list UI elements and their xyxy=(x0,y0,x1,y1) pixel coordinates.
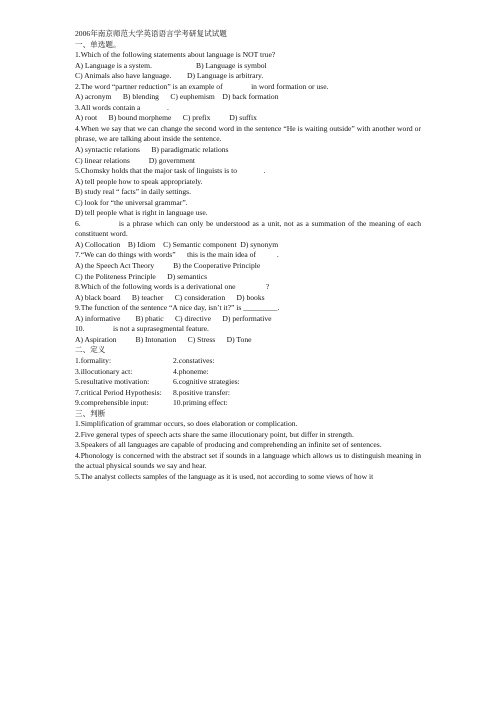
question-8-options: A) black board B) teacher C) consideration D) books xyxy=(75,292,265,302)
question-1-options-row-1 xyxy=(75,61,421,72)
question-3-options: A) root B) bound morpheme C) prefix D) suffix xyxy=(75,113,257,123)
question-9: 9.The function of the sentence “A nice day, isn’t it?” is _________. xyxy=(75,303,280,313)
question-7: 7.“We can do things with words” this is the main idea of . xyxy=(75,250,279,260)
definition-row xyxy=(75,398,421,409)
definition-term: 2.constatives: xyxy=(173,355,215,365)
definition-term: 8.positive transfer: xyxy=(173,387,230,397)
question-7-options-1: A) the Speech Act Theory B) the Cooperative Principle xyxy=(75,261,261,271)
definition-term: 3.illocutionary act: xyxy=(75,366,133,376)
question-8: 8.Which of the following words is a derivational one ? xyxy=(75,282,270,292)
question-5-option-b: B) study real “ facts” in daily settings. xyxy=(75,187,191,197)
question-7-options-2: C) the Politeness Principle D) semantics xyxy=(75,271,208,281)
question-1-options-row-2 xyxy=(75,71,421,82)
definition-row xyxy=(75,356,421,367)
definition-row xyxy=(75,388,421,399)
question-1: 1.Which of the following statements about language is NOT true? xyxy=(75,50,276,60)
statement-2: 2.Five general types of speech acts share the same illocutionary point, but differ in strength. xyxy=(75,429,354,439)
option-c: C) Animals also have language. xyxy=(75,71,172,81)
option-a: A) Language is a system. xyxy=(75,60,152,70)
option-d: D) Language is arbitrary. xyxy=(187,71,264,81)
question-5-option-a: A) tell people how to speak appropriately. xyxy=(75,176,203,186)
question-6: 6. is a phrase which can only be understood as a unit, not as a summation of the meaning of each constituent word. xyxy=(75,218,423,239)
statement-5: 5.The analyst collects samples of the language as it is used, not according to some views of how it xyxy=(75,471,374,481)
question-10: 10. is not a suprasegmental feature. xyxy=(75,324,209,334)
statement-3: 3.Speakers of all languages are capable of producing and comprehending an infinite set of sentences. xyxy=(75,440,382,450)
question-4-options-1: A) syntactic relations B) paradigmatic relations xyxy=(75,145,229,155)
option-b: B) Language is symbol xyxy=(196,60,267,70)
question-5-option-d: D) tell people what is right in language use. xyxy=(75,208,208,218)
section-heading-multiple-choice: 一、单选题。 xyxy=(75,39,121,49)
question-6-options: A) Collocation B) Idiom C) Semantic component D) synonym xyxy=(75,239,279,249)
question-4: 4.When we say that we can change the second word in the sentence “He is waiting outside” with another word or phrase, we are talking about inside the sentence. xyxy=(75,123,421,144)
question-4-options-2: C) linear relations D) government xyxy=(75,155,195,165)
definition-row xyxy=(75,367,421,378)
question-5: 5.Chomsky holds that the major task of linguists is to . xyxy=(75,166,266,176)
question-9-options: A) informative B) phatic C) directive D) performative xyxy=(75,313,272,323)
definition-term: 4.phoneme: xyxy=(173,366,209,376)
section-heading-true-false: 三、判断 xyxy=(75,408,106,418)
section-heading-definitions: 二、定义 xyxy=(75,345,106,355)
statement-4: 4.Phonology is concerned with the abstract set if sounds in a language which allows us to distinguish meaning in the actual physical sounds we say and hear. xyxy=(75,450,421,471)
definition-term: 10.priming effect: xyxy=(173,398,228,408)
statement-1: 1.Simplification of grammar occurs, so does elaboration or complication. xyxy=(75,419,298,429)
document-title: 2006年南京师范大学英语语言学考研复试试题 xyxy=(75,29,227,38)
question-5-option-c: C) look for “the universal grammar”. xyxy=(75,197,188,207)
exam-document xyxy=(75,29,421,483)
question-2: 2.The word “partner reduction” is an example of in word formation or use. xyxy=(75,81,329,91)
definition-term: 6.cognitive strategies: xyxy=(173,377,240,387)
question-3: 3.All words contain a . xyxy=(75,102,169,112)
definition-term: 1.formality: xyxy=(75,355,112,365)
question-10-options: A) Aspiration B) Intonation C) Stress D) Tone xyxy=(75,334,252,344)
definition-term: 7.critical Period Hypothesis: xyxy=(75,387,162,397)
definition-term: 9.comprehensible input: xyxy=(75,398,149,408)
definition-term: 5.resultative motivation: xyxy=(75,377,150,387)
definition-row xyxy=(75,377,421,388)
question-2-options: A) acronym B) blending C) euphemism D) back formation xyxy=(75,92,279,102)
